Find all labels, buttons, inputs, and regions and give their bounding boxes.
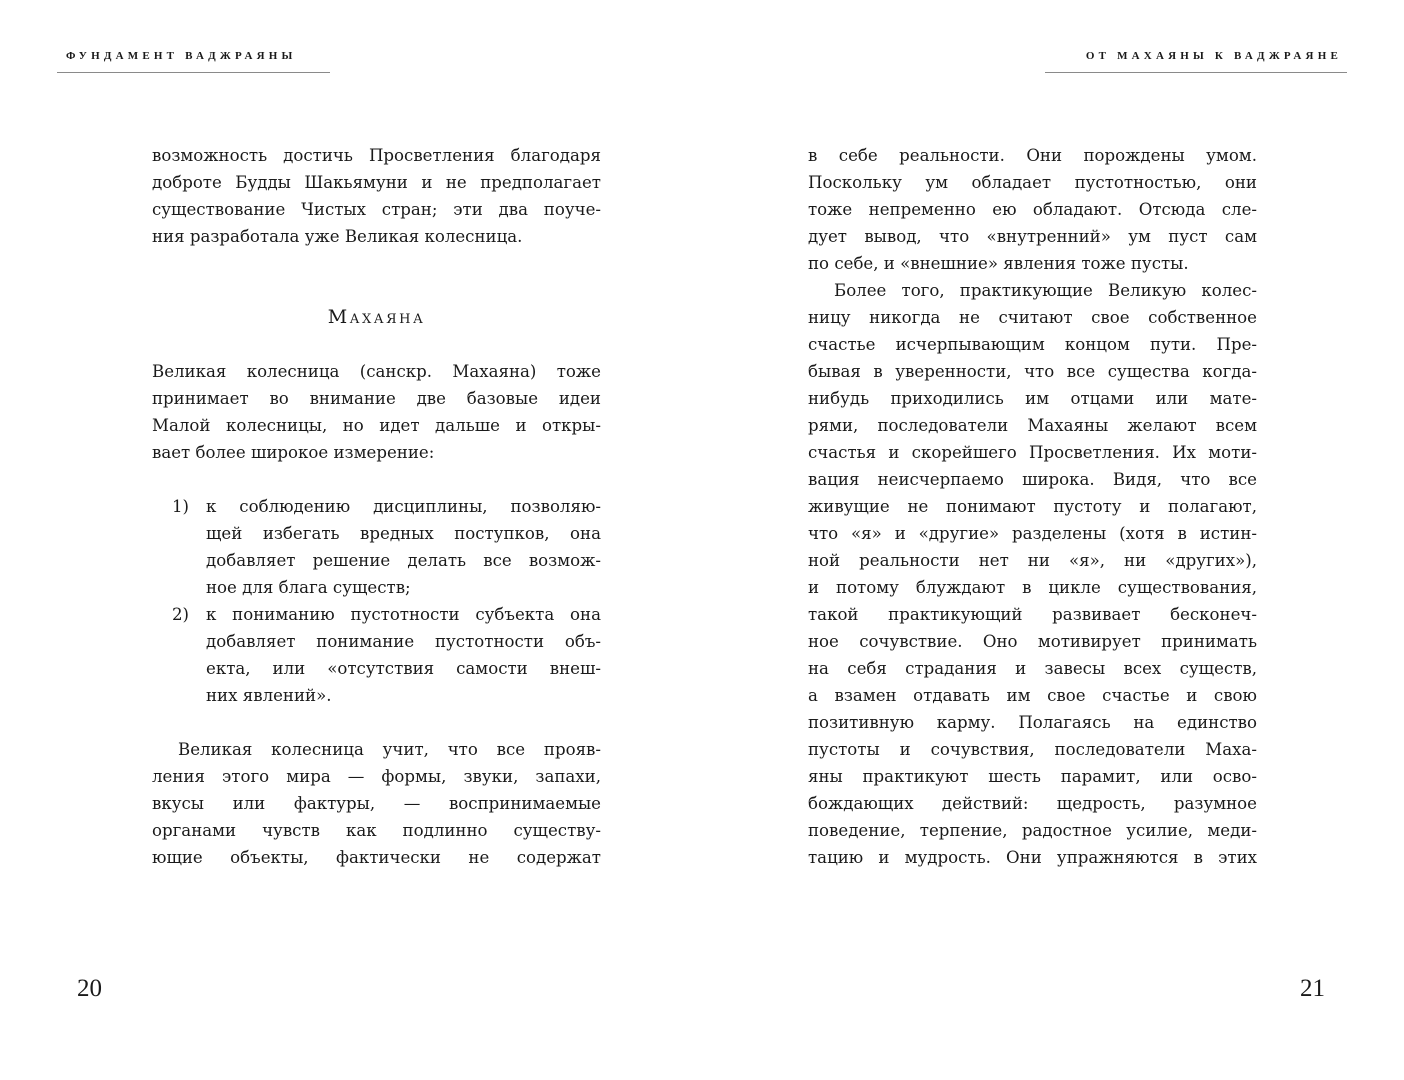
paragraph: [808, 142, 1257, 277]
page-number-left: 20: [77, 975, 102, 1002]
text-line: ющие объекты, фактически не содержат: [152, 848, 601, 867]
text-line: органами чувств как подлинно существу-: [152, 821, 601, 840]
text-line: по себе, и «внешние» явления тоже пусты.: [808, 254, 1189, 273]
numbered-list: [152, 493, 601, 709]
text-line: яны практикуют шесть парамит, или осво-: [808, 767, 1257, 786]
text-line: такой практикующий развивает бесконеч-: [808, 605, 1257, 624]
text-line: нибудь приходились им отцами или мате-: [808, 389, 1257, 408]
text-line: добавляет понимание пустотности объ-: [206, 632, 601, 651]
text-line: что «я» и «другие» разделены (хотя в истин-: [808, 524, 1257, 543]
text-line: вкусы или фактуры, — воспринимаемые: [152, 794, 601, 813]
text-line: Великая колесница (санскр. Махаяна) тоже: [152, 362, 601, 381]
running-head-left: ФУНДАМЕНТ ВАДЖРАЯНЫ: [66, 50, 297, 62]
right-page-text: [808, 142, 1257, 871]
text-line: существование Чистых стран; эти два поуче-: [152, 200, 601, 219]
paragraph: [152, 142, 601, 250]
text-line: поведение, терпение, радостное усилие, меди-: [808, 821, 1257, 840]
text-line: рями, последователи Махаяны желают всем: [808, 416, 1257, 435]
text-line: а взамен отдавать им свое счастье и свою: [808, 686, 1257, 705]
text-line: екта, или «отсутствия самости внеш-: [206, 659, 601, 678]
text-line: принимает во внимание две базовые идеи: [152, 389, 601, 408]
text-line: бывая в уверенности, что все существа когда-: [808, 362, 1257, 381]
text-line: Поскольку ум обладает пустотностью, они: [808, 173, 1257, 192]
text-line: Великая колесница учит, что все прояв-: [178, 740, 601, 759]
text-line: щей избегать вредных поступков, она: [206, 524, 601, 543]
list-item-number: 2): [172, 605, 190, 624]
text-line: ления этого мира — формы, звуки, запахи,: [152, 767, 601, 786]
section-heading: Махаяна: [327, 306, 426, 328]
left-page-text: [152, 142, 601, 871]
text-line: и потому блуждают в цикле существования,: [808, 578, 1257, 597]
list-item-number: 1): [172, 497, 190, 516]
paragraph: [808, 277, 1257, 871]
text-line: счастье исчерпывающим концом пути. Пре-: [808, 335, 1257, 354]
text-line: тоже непременно ею обладают. Отсюда сле-: [808, 200, 1257, 219]
text-line: на себя страдания и завесы всех существ,: [808, 659, 1257, 678]
text-line: дует вывод, что «внутренний» ум пуст сам: [808, 227, 1257, 246]
text-line: счастья и скорейшего Просветления. Их моти-: [808, 443, 1257, 462]
text-line: них явлений».: [206, 686, 332, 705]
text-line: ное для блага существ;: [206, 578, 411, 597]
text-line: вает более широкое измерение:: [152, 443, 435, 462]
text-line: Более того, практикующие Великую колес-: [834, 281, 1257, 300]
text-line: ния разработала уже Великая колесница.: [152, 227, 523, 246]
text-line: живущие не понимают пустоту и полагают,: [808, 497, 1257, 516]
text-line: вация неисчерпаемо широка. Видя, что все: [808, 470, 1257, 489]
text-line: тацию и мудрость. Они упражняются в этих: [808, 848, 1257, 867]
text-line: ницу никогда не считают свое собственное: [808, 308, 1257, 327]
list-item: [152, 493, 601, 601]
text-line: к пониманию пустотности субъекта она: [206, 605, 601, 624]
list-item: [152, 601, 601, 709]
text-line: добавляет решение делать все возмож-: [206, 551, 601, 570]
text-line: ной реальности нет ни «я», ни «других»),: [808, 551, 1257, 570]
text-line: позитивную карму. Полагаясь на единство: [808, 713, 1257, 732]
text-line: к соблюдению дисциплины, позволяю-: [206, 497, 601, 516]
running-head-right: ОТ МАХАЯНЫ К ВАДЖРАЯНЕ: [1085, 50, 1342, 62]
text-line: ное сочувствие. Оно мотивирует принимать: [808, 632, 1257, 651]
text-line: бождающих действий: щедрость, разумное: [808, 794, 1257, 813]
paragraph: [152, 358, 601, 466]
paragraph: [152, 736, 601, 871]
text-line: в себе реальности. Они порождены умом.: [808, 146, 1257, 165]
text-line: доброте Будды Шакьямуни и не предполагает: [152, 173, 601, 192]
text-line: Малой колесницы, но идет дальше и откры-: [152, 416, 601, 435]
header-rule-right: [1045, 72, 1347, 73]
page-number-right: 21: [1300, 975, 1325, 1002]
header-rule-left: [57, 72, 330, 73]
text-line: пустоты и сочувствия, последователи Маха-: [808, 740, 1257, 759]
text-line: возможность достичь Просветления благодаря: [152, 146, 601, 165]
